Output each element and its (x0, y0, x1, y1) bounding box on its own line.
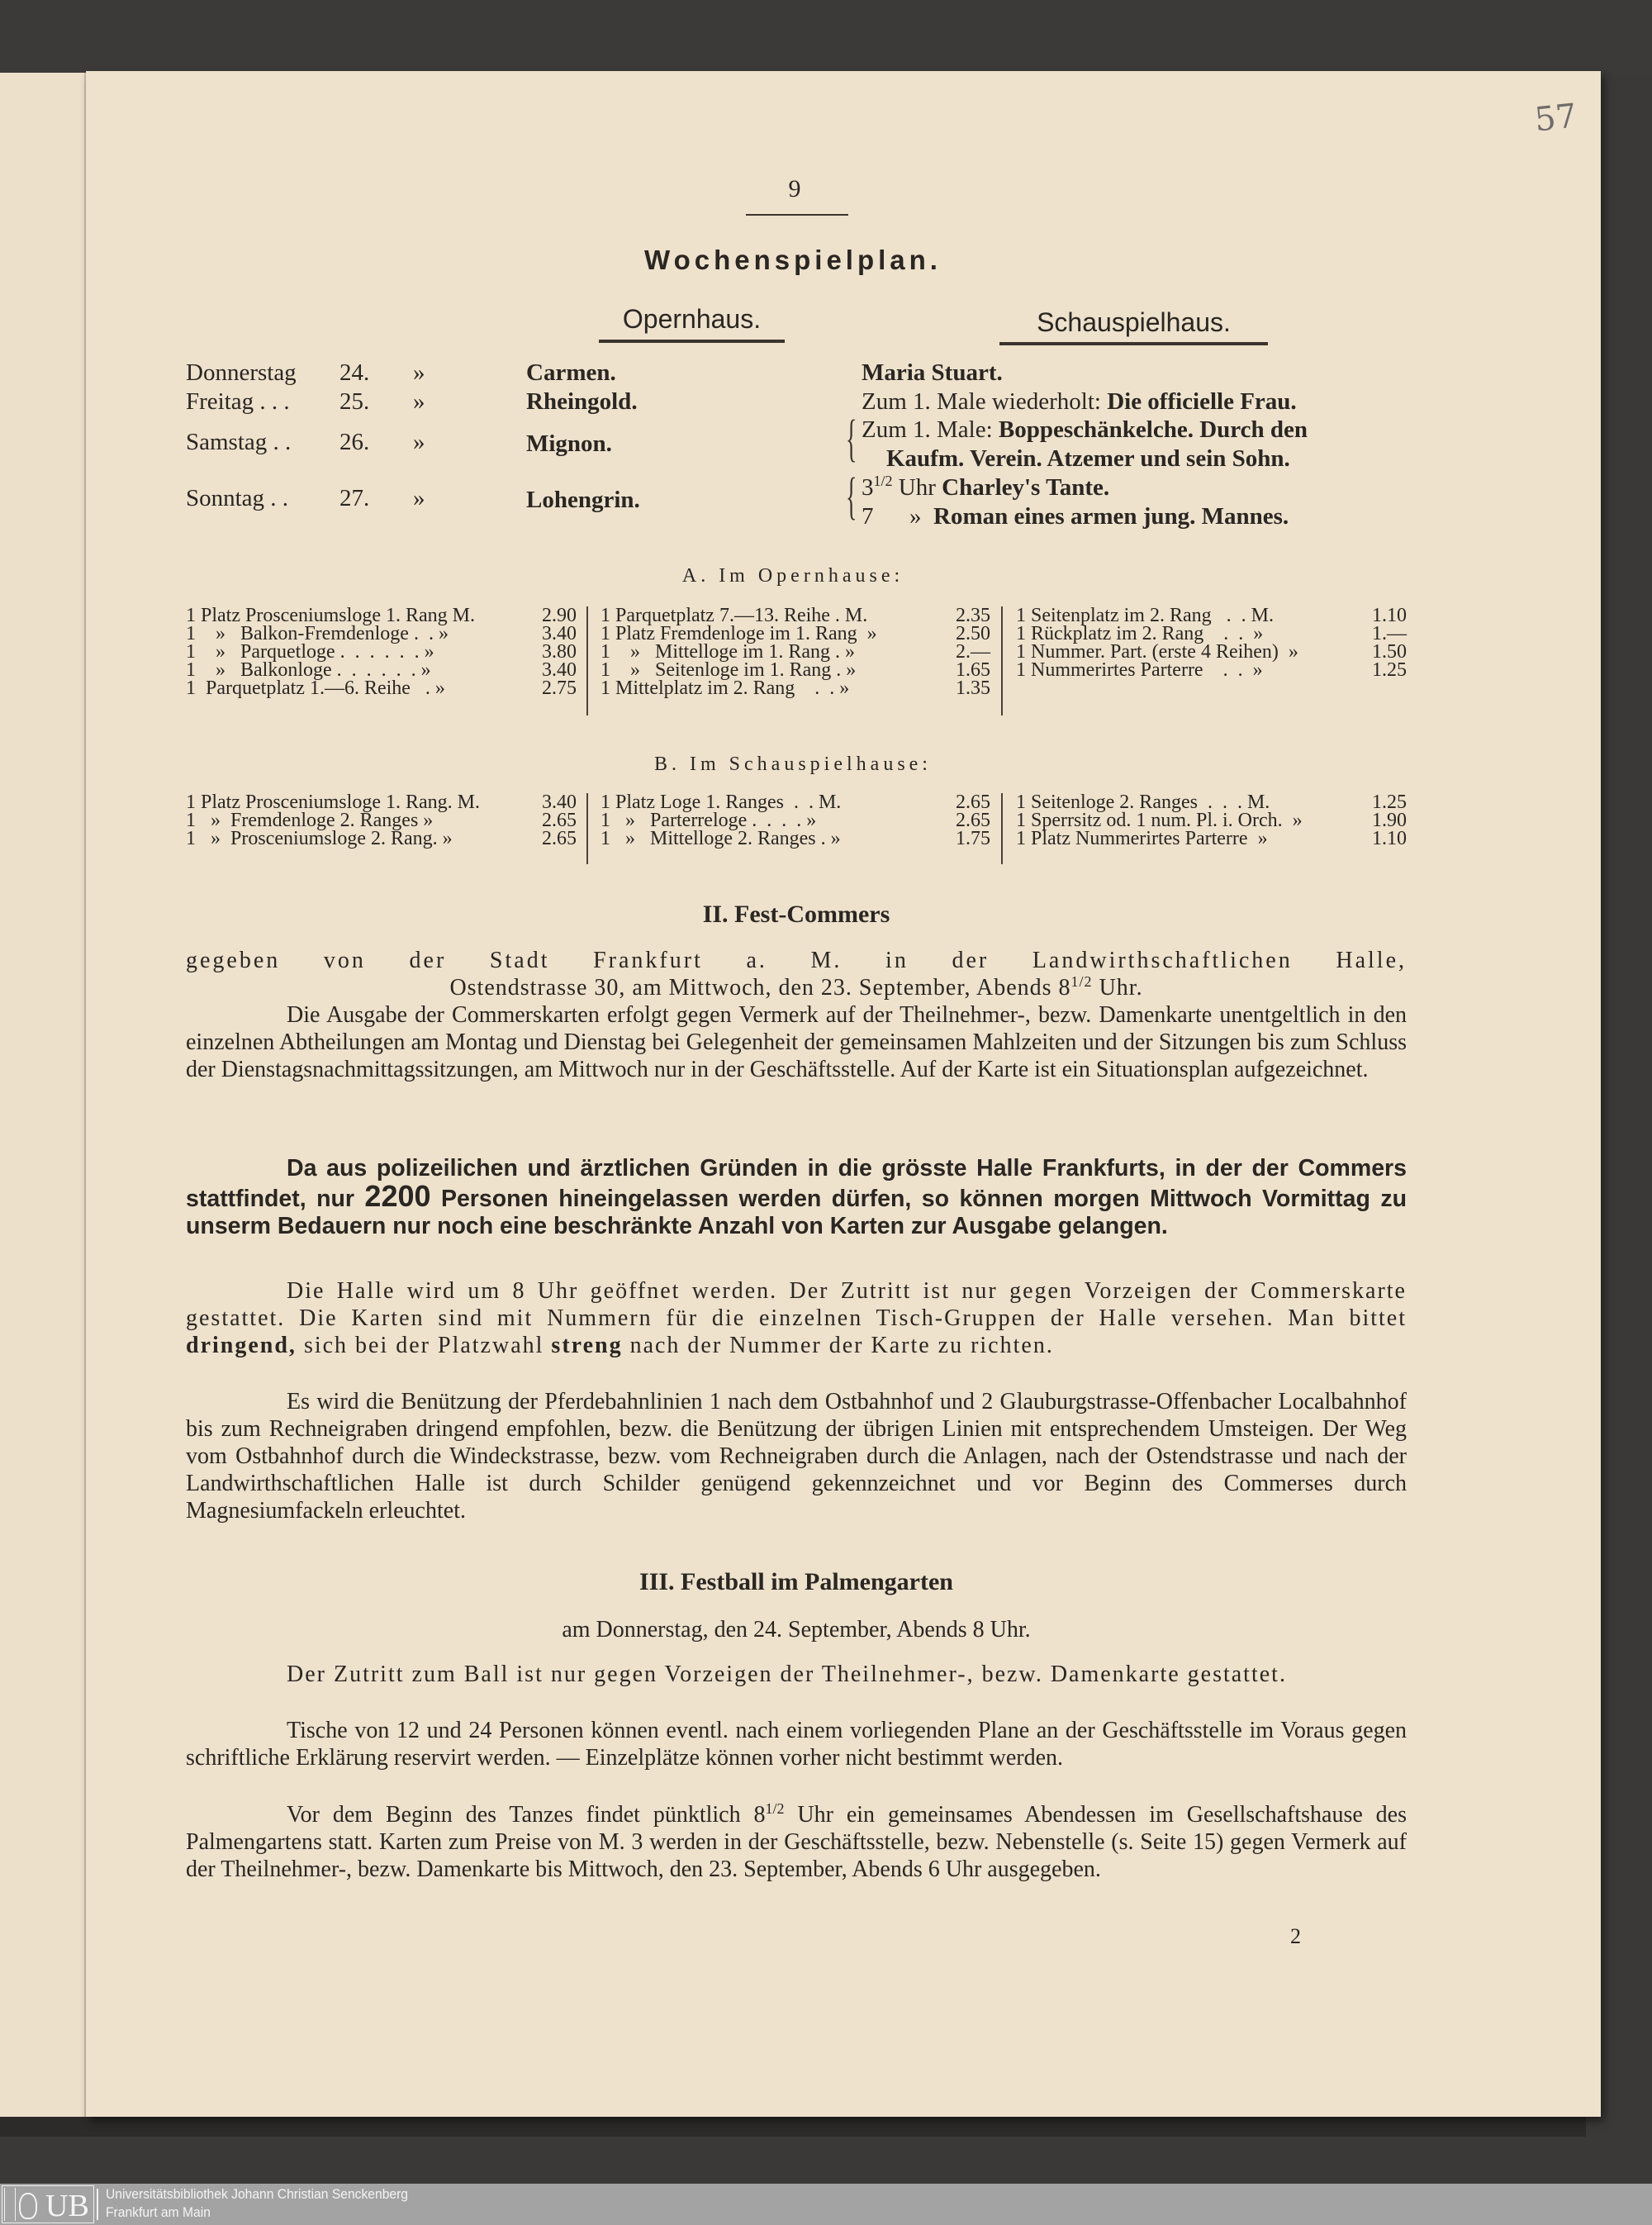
seat-price: 1.25 (1372, 659, 1407, 681)
price-section-b-heading: B. Im Schauspielhause: (654, 754, 932, 775)
seat-label: 1 Nummer. Part. (erste 4 Reihen) » (1016, 641, 1298, 663)
schedule-day: Freitag . . . (186, 388, 290, 415)
seat-price: 1.35 (956, 677, 990, 699)
seat-price: 2.65 (956, 792, 990, 813)
seat-label: 1 » Mittelloge 2. Ranges . » (601, 828, 841, 849)
schedule-day: Sonntag . . (186, 485, 289, 511)
festball-subtitle: am Donnerstag, den 24. September, Abends 8 Uhr. (562, 1617, 1031, 1643)
seat-price: 2.75 (542, 677, 577, 699)
price-column (186, 793, 577, 848)
schedule-ditto-mark: » (413, 485, 425, 511)
price-row (1016, 661, 1407, 679)
seat-label: 1 » Fremdenloge 2. Ranges » (186, 810, 434, 831)
seat-price: 1.90 (1372, 810, 1407, 831)
price-column (1016, 793, 1407, 848)
price-row (601, 661, 990, 679)
play-title: Die officielle Frau. (1107, 388, 1297, 415)
library-name: Universitätsbibliothek Johann Christian Senckenberg (106, 2186, 409, 2202)
schedule-date: 27. (339, 485, 370, 511)
seat-label: 1 Parquetplatz 7.—13. Reihe . M. (601, 605, 868, 626)
schedule-date: 24. (339, 359, 370, 386)
section-title-fest-commers: II. Fest-Commers (702, 901, 890, 928)
price-row (186, 606, 577, 625)
price-column (601, 606, 990, 697)
logo-portrait-icon (19, 2193, 37, 2219)
seat-price: 2.65 (542, 828, 577, 849)
price-column (186, 606, 577, 697)
play-performance (862, 502, 1289, 530)
seat-label: 1 Platz Nummerirtes Parterre » (1016, 828, 1268, 849)
price-row (601, 679, 990, 697)
scan-background-top (0, 0, 1652, 74)
library-logo[interactable] (2, 2185, 94, 2223)
paragraph-text: Vor dem Beginn des Tanzes findet pünktlich 8 (287, 1802, 766, 1828)
brace-glyph: { (846, 468, 857, 525)
seat-price: 3.40 (542, 623, 577, 644)
price-row (1016, 793, 1407, 811)
schedule-date: 26. (339, 429, 370, 455)
page-number-top: 9 (788, 175, 801, 202)
seat-label: 1 » Prosceniumsloge 2. Rang. » (186, 828, 453, 849)
paragraph-text: Es wird die Benützung der Pferdebahnlinien 1 nach dem Ostbahnhof und 2 Glauburgstrasse-Offenbacher Localbahnhof bis zum Rechneigraben dringend empfohlen, bezw. die Benützung der übrigen Linien mit entsprechendem Umsteigen. Der Weg vom Ostbahnhof durch die Windeckstrasse, bezw. vom Rechneigraben durch die Anlagen, nach der Ostendstrasse und nach der Landwirthschaftlichen Halle ist durch Schilder genügend gekennzeichnet und vor Beginn des Commerses durch Magnesiumfackeln erleuchtet. (186, 1389, 1407, 1524)
library-footer (0, 2184, 1652, 2225)
play-note: » (873, 503, 933, 530)
logo-book-icon (4, 2188, 16, 2221)
seat-price: 2.— (956, 641, 990, 663)
commers-paragraph (186, 1001, 1407, 1083)
price-row (1016, 811, 1407, 830)
price-row (601, 643, 990, 661)
opera-performance: Carmen. (526, 359, 616, 386)
opera-performance: Lohengrin. (526, 487, 640, 513)
price-column (1016, 606, 1407, 679)
price-row (601, 606, 990, 625)
library-city: Frankfurt am Main (106, 2204, 211, 2220)
seat-price: 2.50 (956, 623, 990, 644)
seat-label: 1 Platz Prosceniumsloge 1. Rang. M. (186, 792, 480, 813)
seat-label: 1 Platz Loge 1. Ranges . . M. (601, 792, 842, 813)
seat-label: 1 Seitenloge 2. Ranges . . . M. (1016, 792, 1270, 813)
commers-transport-paragraph (186, 1388, 1407, 1524)
notice-text: Da aus polizeilichen und ärztlichen Gründen in die grösste Halle Frankfurts, in der der Commers stattfindet, nur (186, 1155, 1407, 1212)
play-note: Zum 1. Male: (862, 416, 999, 443)
paragraph-text: sich bei der Platzwahl (296, 1333, 552, 1358)
page-number-bottom: 2 (1290, 1924, 1301, 1948)
column-divider (1001, 606, 1003, 716)
price-row (1016, 625, 1407, 643)
opera-performance: Rheingold. (526, 388, 638, 415)
commers-capacity-notice (186, 1155, 1407, 1240)
paragraph-text: nach der Nummer der Karte zu richten. (622, 1333, 1054, 1358)
seat-label: 1 Platz Prosceniumsloge 1. Rang M. (186, 605, 475, 626)
seat-label: 1 » Mittelloge im 1. Rang . » (601, 641, 855, 663)
column-divider (586, 793, 588, 864)
play-heading-underline (999, 342, 1268, 345)
paragraph-text: Der Zutritt zum Ball ist nur gegen Vorzeigen der Theilnehmer-, bezw. Damenkarte gestattet. (287, 1662, 1287, 1687)
schedule-ditto-mark: » (413, 429, 425, 455)
seat-price: 3.40 (542, 659, 577, 681)
price-row (601, 830, 990, 848)
commers-intro-line1: gegeben von der Stadt Frankfurt a. M. in der Landwirthschaftlichen Halle, (186, 948, 1407, 973)
seat-label: 1 Rückplatz im 2. Rang . . » (1016, 623, 1264, 644)
emphasis: streng (551, 1333, 623, 1358)
play-house-heading: Schauspielhaus. (1037, 307, 1231, 337)
fraction: 1/2 (873, 473, 893, 489)
adjacent-page-edge (0, 73, 86, 2117)
emphasis: dringend, (186, 1333, 297, 1358)
seat-price: 2.90 (542, 605, 577, 626)
price-row (1016, 606, 1407, 625)
fraction: 1/2 (765, 1800, 785, 1817)
seat-label: 1 » Balkon-Fremdenloge . . » (186, 623, 449, 644)
seat-price: 2.65 (542, 810, 577, 831)
commers-paragraph (186, 1277, 1407, 1359)
schedule-day: Donnerstag (186, 359, 297, 386)
paragraph-text: Uhr ein gemeinsames Abendessen im Gesellschaftshause des Palmengartens statt. Karten zum Preise von M. 3 werden in der Geschäftsstelle, bezw. Nebenstelle (s. Seite 15) gegen Vermerk auf der Theilnehmer-, bezw. Damenkarte bis Mittwoch, den 23. September, Abends 6 Uhr ausgegeben. (186, 1802, 1407, 1882)
price-row (186, 643, 577, 661)
play-performance (862, 473, 1109, 502)
opera-heading-underline (599, 340, 785, 343)
seat-label: 1 » Parterreloge . . . . » (601, 810, 817, 831)
notice-text: Personen hineingelassen werden dürfen, so können morgen Mittwoch Vormittag zu unserm Bedauern nur noch eine beschränkte Anzahl von Karten zur Ausgabe gelangen. (186, 1186, 1408, 1239)
logo-divider (97, 2189, 98, 2220)
seat-price: 1.25 (1372, 792, 1407, 813)
seat-price: 3.80 (542, 641, 577, 663)
play-note: Uhr (892, 474, 942, 501)
price-row (601, 793, 990, 811)
price-row (186, 679, 577, 697)
seat-price: 1.— (1372, 623, 1407, 644)
paragraph-text: Tische von 12 und 24 Personen können eventl. nach einem vorliegenden Plane an der Geschäftsstelle im Voraus gegen schriftliche Erklärung reservirt werden. — Einzelplätze können vorher nicht bestimmt werden. (186, 1718, 1407, 1771)
seat-price: 1.10 (1372, 828, 1407, 849)
schedule-day: Samstag . . (186, 429, 292, 455)
intro-text: Uhr. (1092, 975, 1143, 1001)
intro-text: Ostendstrasse 30, am Mittwoch, den 23. September, Abends 8 (449, 975, 1071, 1001)
seat-label: 1 » Parquetloge . . . . . . » (186, 641, 434, 663)
seat-label: 1 Platz Fremdenloge im 1. Rang » (601, 623, 877, 644)
seat-price: 3.40 (542, 792, 577, 813)
seat-label: 1 Mittelplatz im 2. Rang . . » (601, 677, 850, 699)
play-time: 3 (862, 474, 874, 501)
play-title: Charley's Tante. (942, 474, 1110, 501)
festball-paragraph (186, 1661, 1407, 1688)
seat-price: 2.35 (956, 605, 990, 626)
price-row (601, 811, 990, 830)
opera-performance: Mignon. (526, 430, 612, 457)
price-column (601, 793, 990, 848)
play-performance-continued: Kaufm. Verein. Atzemer und sein Sohn. (886, 445, 1290, 472)
festball-paragraph (186, 1801, 1407, 1883)
play-title: Roman eines armen jung. Mannes. (933, 503, 1289, 530)
column-divider (586, 606, 588, 716)
brace-glyph: { (846, 411, 857, 467)
opera-house-heading: Opernhaus. (622, 304, 762, 334)
seat-label: 1 » Balkonloge . . . . . . » (186, 659, 431, 681)
paragraph-text: Die Halle wird um 8 Uhr geöffnet werden. Der Zutritt ist nur gegen Vorzeigen der Commerskarte gestattet. Die Karten sind mit Nummern für die einzelnen Tisch-Gruppen der Halle versehen. Man bittet (186, 1278, 1407, 1331)
column-divider (1001, 793, 1003, 864)
schedule-date: 25. (339, 388, 370, 415)
section-title-festball: III. Festball im Palmengarten (639, 1568, 953, 1595)
paragraph-text: Die Ausgabe der Commerskarten erfolgt gegen Vermerk auf der Theilnehmer-, bezw. Damenkarte unentgeltlich in den einzelnen Abtheilungen am Montag und Dienstag bei Gelegenheit der gemeinsamen Mahlzeiten und der Sitzungen bis zum Schluss der Dienstagsnachmittagssitzungen, am Mittwoch nur in der Geschäftsstelle. Auf der Karte ist ein Situationsplan aufgezeichnet. (186, 1002, 1407, 1082)
play-note: Zum 1. Male wiederholt: (862, 388, 1108, 415)
price-section-a-heading: A. Im Opernhause: (681, 565, 904, 587)
price-row (1016, 830, 1407, 848)
seat-price: 1.10 (1372, 605, 1407, 626)
seat-price: 1.50 (1372, 641, 1407, 663)
commers-intro-line2 (186, 974, 1407, 1001)
seat-price: 1.75 (956, 828, 990, 849)
play-title: Boppeschänkelche. Durch den (998, 416, 1308, 443)
price-row (1016, 643, 1407, 661)
seat-price: 2.65 (956, 810, 990, 831)
fraction: 1/2 (1070, 973, 1093, 990)
seat-label: 1 Parquetplatz 1.—6. Reihe . » (186, 677, 445, 699)
play-time: 7 (862, 503, 874, 530)
seat-label: 1 Nummerirtes Parterre . . » (1016, 659, 1263, 681)
price-row (186, 661, 577, 679)
scan-background-bottom (0, 2117, 1586, 2137)
pencil-annotation: 57 (1532, 97, 1579, 140)
seat-label: 1 » Seitenloge im 1. Rang . » (601, 659, 857, 681)
price-row (186, 625, 577, 643)
schedule-title: Wochenspielplan. (644, 245, 942, 275)
capacity-number: 2200 (364, 1179, 431, 1213)
price-row (186, 793, 577, 811)
schedule-ditto-mark: » (413, 359, 425, 386)
play-performance (862, 387, 1297, 416)
schedule-ditto-mark: » (413, 388, 425, 415)
play-performance (862, 416, 1308, 444)
price-row (186, 811, 577, 830)
logo-text: UB (45, 2189, 89, 2223)
price-row (601, 625, 990, 643)
price-row (186, 830, 577, 848)
seat-price: 1.65 (956, 659, 990, 681)
play-performance: Maria Stuart. (862, 359, 1003, 386)
page-number-rule (746, 214, 848, 216)
festball-paragraph (186, 1717, 1407, 1771)
seat-label: 1 Seitenplatz im 2. Rang . . M. (1016, 605, 1274, 626)
seat-label: 1 Sperrsitz od. 1 num. Pl. i. Orch. » (1016, 810, 1303, 831)
